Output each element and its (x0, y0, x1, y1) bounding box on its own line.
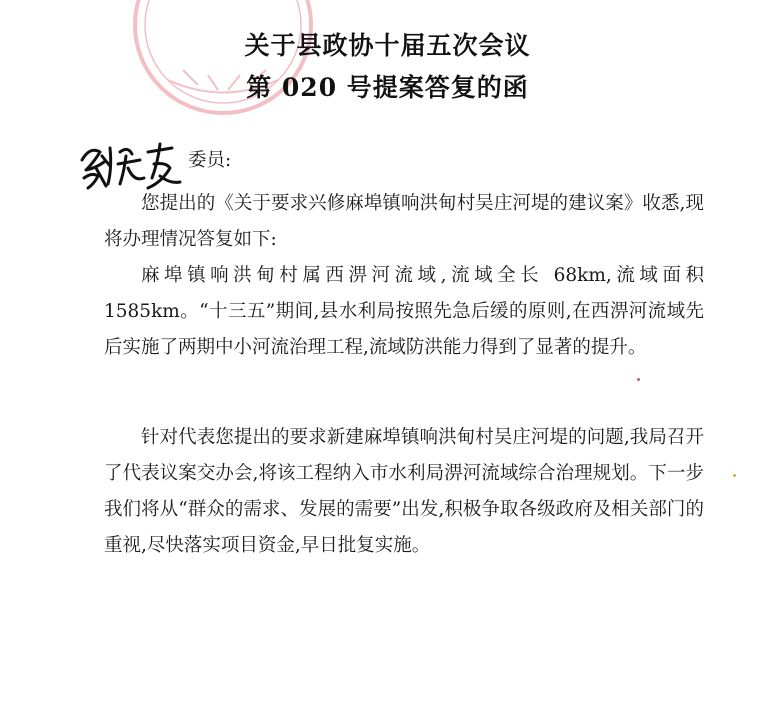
body-paragraph: 您提出的《关于要求兴修麻埠镇响洪甸村吴庄河堤的建议案》收悉,现将办理情况答复如下: (104, 193, 704, 250)
salutation-suffix: 委员: (188, 150, 232, 171)
letter-title-line-2: 第 020 号提案答复的函 (246, 73, 529, 102)
body-paragraph: 针对代表您提出的要求新建麻埠镇响洪甸村吴庄河堤的问题,我局召开了代表议案交办会,将该工程纳入市水利局淠河流域综合治理规划。下一步我们将从“群众的需求、发展的需要”出发,积极争取各级政府及相关部门的重视,尽快落实项目资金,早日批复实施。 (104, 427, 704, 556)
ink-speck (733, 474, 736, 477)
letter-title-line-1: 关于县政协十届五次会议 (244, 31, 531, 60)
body-paragraph: 麻埠镇响洪甸村属西淠河流域,流域全长 68km,流域面积 1585km。“十三五”期间,县水利局按照先急后缓的原则,在西淠河流域先后实施了两期中小河流治理工程,流域防洪能力得到了显著的提升。 (104, 265, 704, 358)
ink-speck (637, 378, 640, 381)
